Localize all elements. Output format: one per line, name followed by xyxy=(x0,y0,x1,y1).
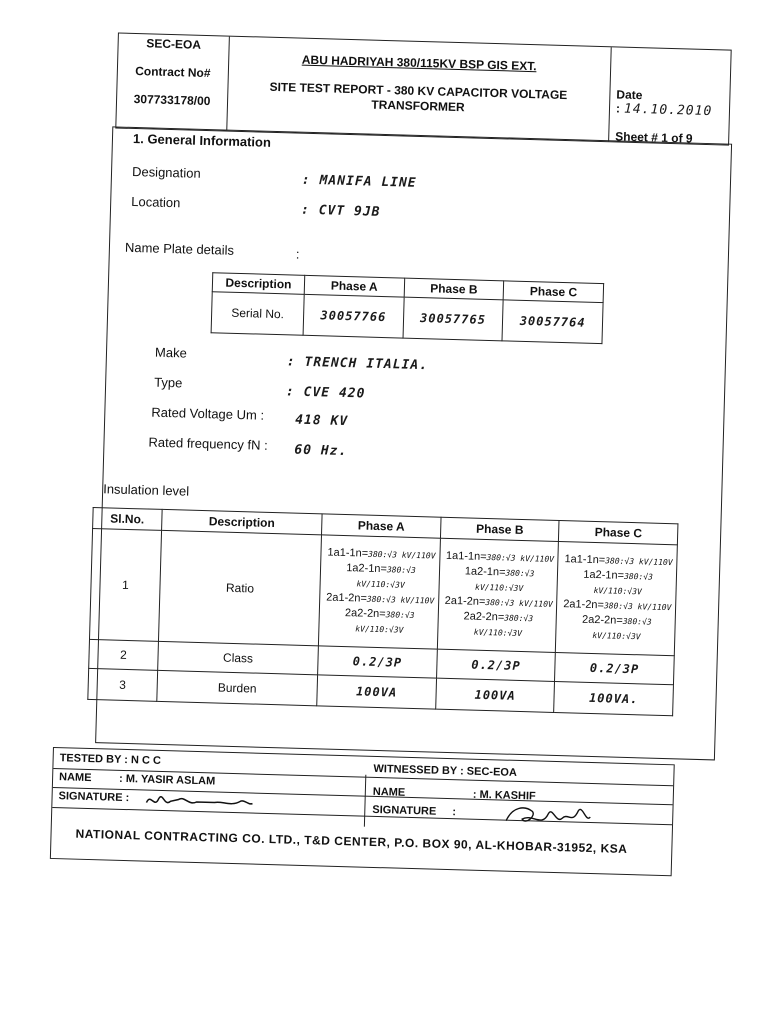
type-label: Type xyxy=(153,374,183,391)
project-title: ABU HADRIYAH 380/115KV BSP GIS EXT. xyxy=(301,52,537,74)
table-header: Phase C xyxy=(503,281,603,303)
row-number: 2 xyxy=(89,639,159,670)
table-header: Phase A xyxy=(322,514,441,538)
ratio-line: 2a1-2n=380:√3 kV/110V xyxy=(326,591,435,606)
org-name: SEC-EOA xyxy=(146,36,202,52)
serial-label: Serial No. xyxy=(211,292,304,336)
tester-name-label: NAME xyxy=(58,771,92,785)
insulation-label: Insulation level xyxy=(102,481,190,499)
tester-signature-label: SIGNATURE : xyxy=(58,790,130,805)
nameplate-table xyxy=(211,272,605,344)
tester-signature xyxy=(144,789,255,814)
row-description: Ratio xyxy=(158,530,321,645)
date-field xyxy=(616,87,731,119)
rated-frequency-label: Rated frequency fN : xyxy=(148,434,268,453)
row-number: 1 xyxy=(89,528,161,641)
ratio-line: 1a2-1n=380:√3 kV/110:√3V xyxy=(583,568,654,597)
witness-signature-colon: : xyxy=(452,806,457,819)
header-title-block xyxy=(227,37,609,142)
sheet-number: Sheet # 1 of 9 xyxy=(615,129,693,146)
table-header: Phase C xyxy=(559,521,678,545)
date-label: Date : xyxy=(615,87,643,116)
header-left-block xyxy=(116,34,230,131)
designation-value: : MANIFA LINE xyxy=(301,172,417,191)
table-header: Phase B xyxy=(404,278,504,300)
ratio-phase-b xyxy=(437,538,559,652)
rated-frequency-value: 60 Hz. xyxy=(294,442,348,460)
class-phase-b: 0.2/3P xyxy=(436,649,555,681)
ratio-line: 1a1-1n=380:√3 kV/110V xyxy=(564,553,673,568)
section-title: 1. General Information xyxy=(132,130,272,150)
rated-voltage-label: Rated Voltage Um : xyxy=(151,404,265,423)
row-number: 3 xyxy=(88,668,158,701)
table-header: Phase A xyxy=(304,275,404,297)
witness-signature xyxy=(502,801,593,834)
insulation-table xyxy=(87,507,678,716)
ratio-line: 2a1-2n=380:√3 kV/110V xyxy=(444,594,553,609)
company-address: NATIONAL CONTRACTING CO. LTD., T&D CENTER, P.O. BOX 90, AL-KHOBAR-31952, KSA xyxy=(75,826,628,857)
burden-phase-b: 100VA xyxy=(435,678,554,712)
table-header: Description xyxy=(161,509,322,534)
ratio-line: 1a1-1n=380:√3 kV/110V xyxy=(445,549,555,564)
ratio-line: 1a2-1n=380:√3 kV/110:√3V xyxy=(346,562,416,590)
report-body xyxy=(95,126,732,760)
table-header: Phase B xyxy=(440,517,559,541)
burden-phase-a: 100VA xyxy=(317,675,436,709)
nameplate-colon: : xyxy=(295,246,300,262)
serial-phase-a: 30057766 xyxy=(303,294,404,338)
report-title: SITE TEST REPORT - 380 KV CAPACITOR VOLTAGE TRANSFORMER xyxy=(269,79,568,115)
ratio-phase-a xyxy=(319,535,441,649)
class-phase-a: 0.2/3P xyxy=(318,646,437,678)
designation-label: Designation xyxy=(131,163,201,181)
contract-number: 307733178/00 xyxy=(133,91,211,109)
row-description: Class xyxy=(157,641,318,674)
table-header: Sl.No. xyxy=(93,507,162,530)
ratio-line: 2a2-2n=380:√3 kV/110:√3V xyxy=(463,610,534,639)
tester-name-value: : M. YASIR ASLAM xyxy=(118,772,216,788)
witness-name-value: : M. KASHIF xyxy=(472,788,536,803)
make-label: Make xyxy=(154,344,188,361)
tested-by-label: TESTED BY : N C C xyxy=(59,752,162,767)
ratio-line: 2a2-2n=380:√3 kV/110:√3V xyxy=(581,613,652,642)
header-right-block xyxy=(608,47,732,144)
location-value: : CVT 9JB xyxy=(300,202,381,220)
ratio-line: 1a2-1n=380:√3 kV/110:√3V xyxy=(464,565,535,594)
serial-phase-c: 30057764 xyxy=(502,300,603,344)
table-header: Description xyxy=(212,273,304,295)
class-phase-c: 0.2/3P xyxy=(555,652,674,684)
nameplate-label: Name Plate details xyxy=(124,239,235,258)
ratio-line: 2a1-2n=380:√3 kV/110V xyxy=(563,598,672,613)
location-label: Location xyxy=(131,193,181,211)
make-value: : TRENCH ITALIA. xyxy=(286,354,429,374)
ratio-line: 1a1-1n=380:√3 kV/110V xyxy=(327,546,436,561)
witnessed-by-label: WITNESSED BY : SEC-EOA xyxy=(373,762,518,779)
date-value: 14.10.2010 xyxy=(623,101,713,120)
type-value: : CVE 420 xyxy=(285,384,366,402)
witness-signature-label: SIGNATURE xyxy=(372,803,437,818)
serial-phase-b: 30057765 xyxy=(403,297,504,341)
signoff-footer xyxy=(50,747,675,876)
ratio-line: 2a2-2n=380:√3 kV/110:√3V xyxy=(344,607,415,635)
table-row xyxy=(89,528,677,655)
ratio-phase-c xyxy=(556,542,678,656)
contract-label: Contract No# xyxy=(135,64,211,81)
burden-phase-c: 100VA. xyxy=(554,681,673,715)
witness-name-label: NAME xyxy=(372,785,406,799)
rated-voltage-value: 418 KV xyxy=(294,412,349,430)
row-description: Burden xyxy=(157,670,318,705)
